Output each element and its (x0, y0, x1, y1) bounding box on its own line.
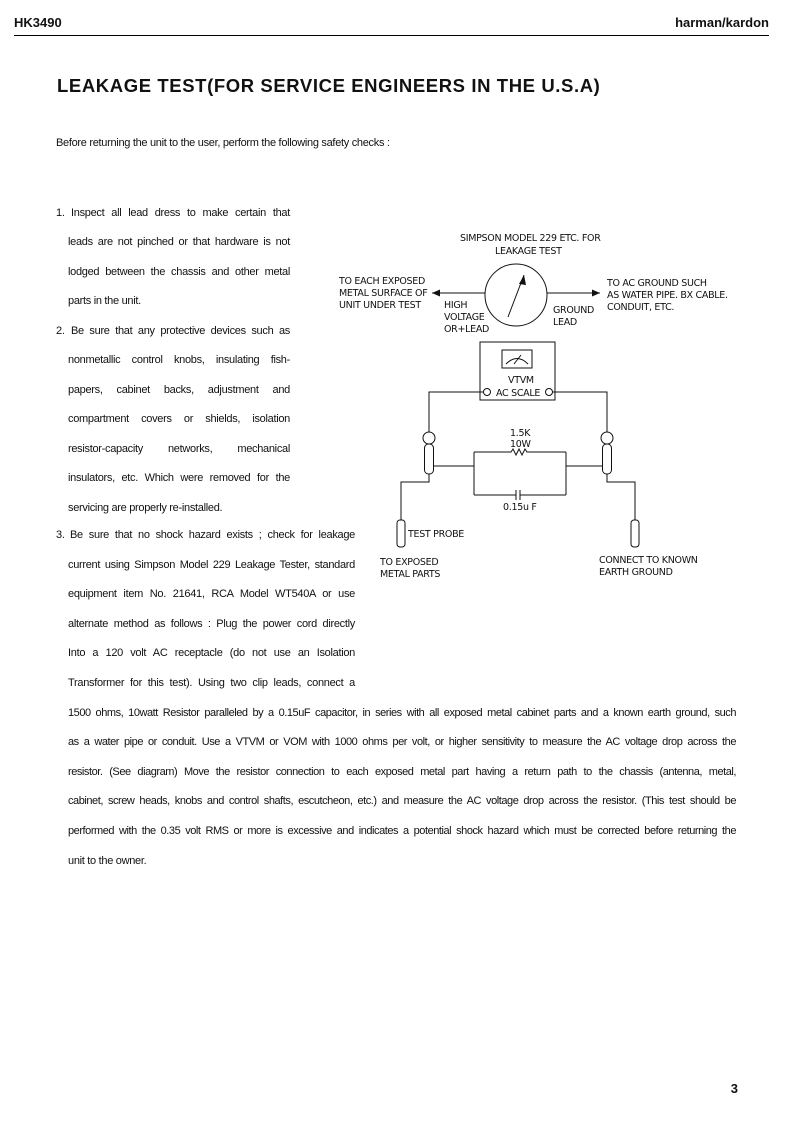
right-label: CONDUIT, ETC. (607, 302, 675, 313)
exposed-parts-label: TO EXPOSED (380, 557, 439, 568)
left-arrow-head (432, 290, 440, 297)
exposed-parts-label: METAL PARTS (380, 569, 441, 580)
vtvm-label: VTVM (508, 375, 534, 386)
high-voltage-label: OR+LEAD (444, 324, 490, 335)
clip-right-body (603, 444, 612, 474)
vtvm-meter-needle (514, 355, 521, 364)
earth-ground-label: CONNECT TO KNOWN (599, 555, 698, 566)
header-rule (14, 35, 769, 36)
vtvm-meter-arc (506, 359, 528, 365)
earth-ground-label: EARTH GROUND (599, 567, 673, 578)
wire-left (429, 392, 483, 432)
item-text-line: papers, cabinet backs, adjustment and (68, 384, 290, 396)
resistor-rating-label: 10W (510, 439, 531, 450)
item-text-line: cabinet, screw heads, knobs and control shafts, escutcheon, etc.) and measure the AC voltage drop across the resistor. (This test should be (68, 795, 736, 807)
clip-right-head (601, 432, 613, 444)
high-voltage-label: VOLTAGE (444, 312, 485, 323)
item-number: 1. (56, 207, 65, 219)
right-label: TO AC GROUND SUCH (607, 278, 707, 289)
ground-lead-label: LEAD (553, 317, 577, 328)
clip-left-body (425, 444, 434, 474)
right-label: AS WATER PIPE. BX CABLE. (607, 290, 728, 301)
item-text-line: current using Simpson Model 229 Leakage Tester, standard (68, 559, 355, 571)
vtvm-terminal-right (546, 389, 553, 396)
clip-left-head (423, 432, 435, 444)
right-arrow-head (592, 290, 600, 297)
item-text-line: equipment item No. 21641, RCA Model WT540A or use (68, 588, 355, 600)
capacitor-value-label: 0.15u F (503, 502, 537, 513)
ground-probe (631, 520, 639, 547)
wire-right (553, 392, 607, 432)
tester-label: SIMPSON MODEL 229 ETC. FOR (460, 233, 601, 244)
item-text-line: parts in the unit. (68, 295, 141, 307)
ac-scale-label: AC SCALE (496, 388, 541, 399)
vtvm-terminal-left (484, 389, 491, 396)
item-text-line: insulators, etc. Which were removed for the (68, 472, 290, 484)
model-number: HK3490 (14, 15, 62, 30)
item-number: 3. (56, 529, 65, 541)
wire-to-ground (607, 474, 635, 520)
item-text-line: compartment covers or shields, isolation (68, 413, 290, 425)
left-label: METAL SURFACE OF (339, 288, 428, 299)
left-label: UNIT UNDER TEST (339, 300, 421, 311)
item-text-line: as a water pipe or conduit. Use a VTVM or VOM with 1000 ohms per volt, or higher sensitivity to measure the AC voltage drop across the (68, 736, 736, 748)
test-probe-label: TEST PROBE (408, 529, 464, 540)
resistor-value-label: 1.5K (510, 428, 531, 439)
item-text-line: Into a 120 volt AC receptacle (do not use an Isolation (68, 647, 355, 659)
item-text-line: performed with the 0.35 volt RMS or more is excessive and indicates a potential shock hazard which must be corrected before returning the (68, 825, 736, 837)
ground-lead-label: GROUND (553, 305, 595, 316)
wire-to-probe (401, 474, 429, 520)
left-label: TO EACH EXPOSED (339, 276, 425, 287)
item-text-line: resistor. (See diagram) Move the resistor connection to each exposed metal part having a return path to the chassis (antenna, metal, (68, 766, 736, 778)
item-text-line: Be sure that no shock hazard exists ; check for leakage (70, 529, 355, 541)
item-text-line: lodged between the chassis and other metal (68, 266, 290, 278)
leakage-test-diagram (330, 225, 750, 590)
item-number: 2. (56, 325, 65, 337)
brand-logo: harman/kardon (675, 15, 769, 30)
intro-text: Before returning the unit to the user, perform the following safety checks : (56, 137, 390, 149)
page-title: LEAKAGE TEST(FOR SERVICE ENGINEERS IN THE U.S.A) (57, 75, 601, 96)
item-text-line: Transformer for this test). Using two clip leads, connect a (68, 677, 355, 689)
item-text-line: Inspect all lead dress to make certain that (71, 207, 290, 219)
item-text-line: nonmetallic control knobs, insulating fish- (68, 354, 290, 366)
item-text-line: servicing are properly re-installed. (68, 502, 223, 514)
item-text-line: leads are not pinched or that hardware is not (68, 236, 290, 248)
tester-label: LEAKAGE TEST (495, 246, 562, 257)
item-text-line: resistor-capacity networks, mechanical (68, 443, 290, 455)
item-text-line: unit to the owner. (68, 855, 147, 867)
item-text-line: 1500 ohms, 10watt Resistor paralleled by a 0.15uF capacitor, in series with all exposed metal cabinet parts and a known earth ground, such (68, 707, 736, 719)
item-text-line: Be sure that any protective devices such as (71, 325, 290, 337)
item-text-line: alternate method as follows : Plug the power cord directly (68, 618, 355, 630)
page-number: 3 (730, 1081, 738, 1096)
needle-arrow-head (519, 275, 526, 285)
test-probe (397, 520, 405, 547)
high-voltage-label: HIGH (444, 300, 468, 311)
